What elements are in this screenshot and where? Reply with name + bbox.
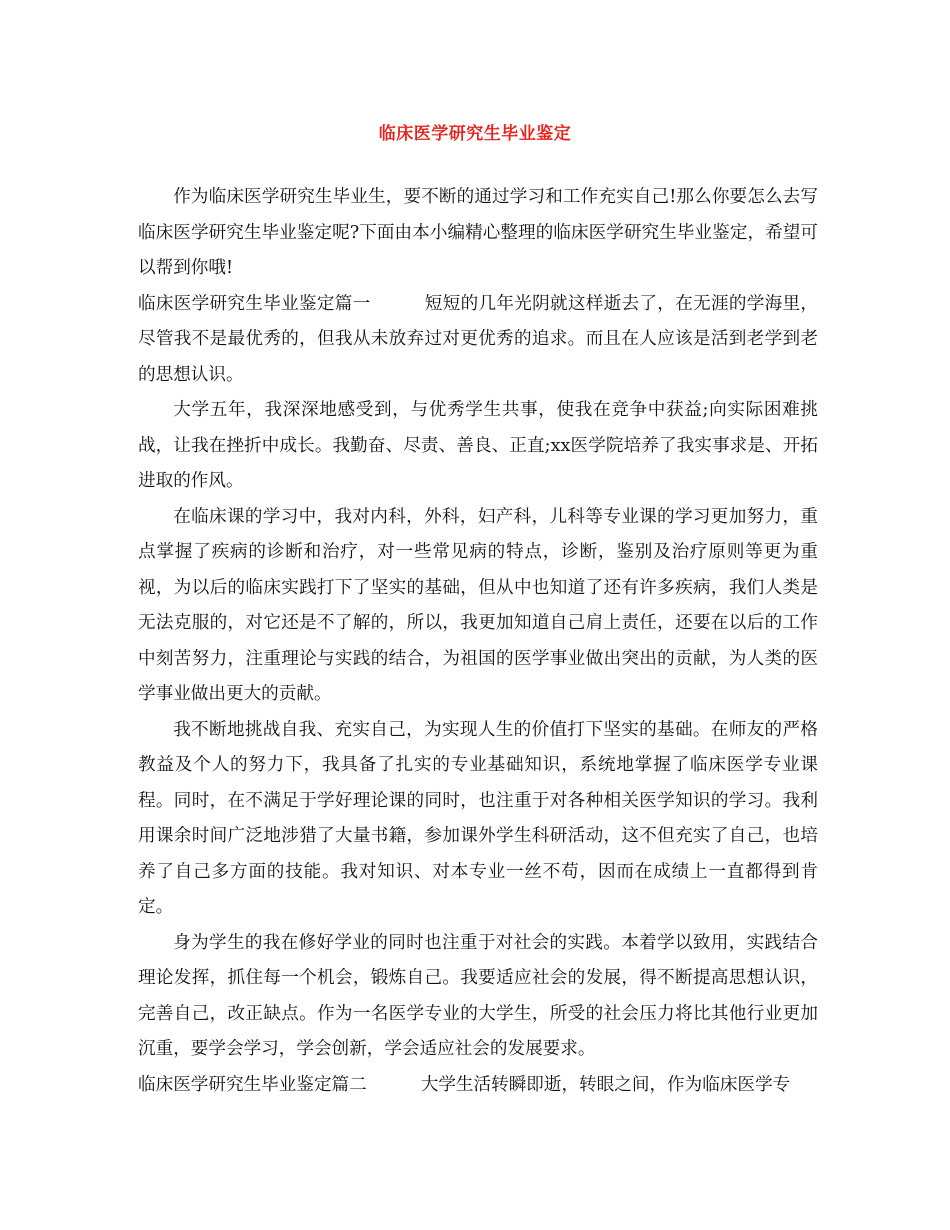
document-title: 临床医学研究生毕业鉴定	[378, 124, 572, 144]
document-body	[138, 180, 818, 1103]
section-two-paragraph	[138, 1068, 818, 1104]
paragraph-social-practice: 身为学生的我在修好学业的同时也注重于对社会的实践。本着学以致用，实践结合理论发挥，抓住每一个机会，锻炼自己。我要适应社会的发展，得不断提高思想认识，完善自己，改正缺点。作为一名医学专业的大学生，所受的社会压力将比其他行业更加沉重，要学会学习，学会创新，学会适应社会的发展要求。	[138, 932, 818, 1059]
section-two-text: 大学生活转瞬即逝，转眼之间，作为临床医学专	[420, 1074, 791, 1095]
paragraph-intro: 作为临床医学研究生毕业生，要不断的通过学习和工作充实自己!那么你要怎么去写临床医学研究生毕业鉴定呢?下面由本小编精心整理的临床医学研究生毕业鉴定，希望可以帮到你哦!	[138, 187, 818, 278]
paragraph-self-challenge: 我不断地挑战自我、充实自己，为实现人生的价值打下坚实的基础。在师友的严格教益及个人的努力下，我具备了扎实的专业基础知识，系统地掌握了临床医学专业课程。同时，在不满足于学好理论课的同时，也注重于对各种相关医学知识的学习。我利用课余时间广泛地涉猎了大量书籍，参加课外学生科研活动，这不但充实了自己，也培养了自己多方面的技能。我对知识、对本专业一丝不苟，因而在成绩上一直都得到肯定。	[138, 719, 818, 917]
paragraph-university: 大学五年，我深深地感受到，与优秀学生共事，使我在竞争中获益;向实际困难挑战，让我在挫折中成长。我勤奋、尽责、善良、正直;xx医学院培养了我实事求是、开拓进取的作风。	[138, 400, 818, 491]
section-one-heading: 临床医学研究生毕业鉴定篇一	[138, 293, 371, 314]
section-one-text: 短短的几年光阴就这样逝去了，在无涯的学海里，尽管我不是最优秀的，但我从未放弃过对更优秀的追求。而且在人应该是活到老学到老的思想认识。	[138, 293, 818, 385]
section-one-paragraph	[138, 287, 818, 394]
section-two-heading: 临床医学研究生毕业鉴定篇二	[138, 1074, 367, 1095]
paragraph-clinical-study: 在临床课的学习中，我对内科，外科，妇产科，儿科等专业课的学习更加努力，重点掌握了疾病的诊断和治疗，对一些常见病的特点，诊断，鉴别及治疗原则等更为重视，为以后的临床实践打下了坚实的基础，但从中也知道了还有许多疾病，我们人类是无法克服的，对它还是不了解的，所以，我更加知道自己肩上责任，还要在以后的工作中刻苦努力，注重理论与实践的结合，为祖国的医学事业做出突出的贡献，为人类的医学事业做出更大的贡献。	[138, 506, 818, 704]
